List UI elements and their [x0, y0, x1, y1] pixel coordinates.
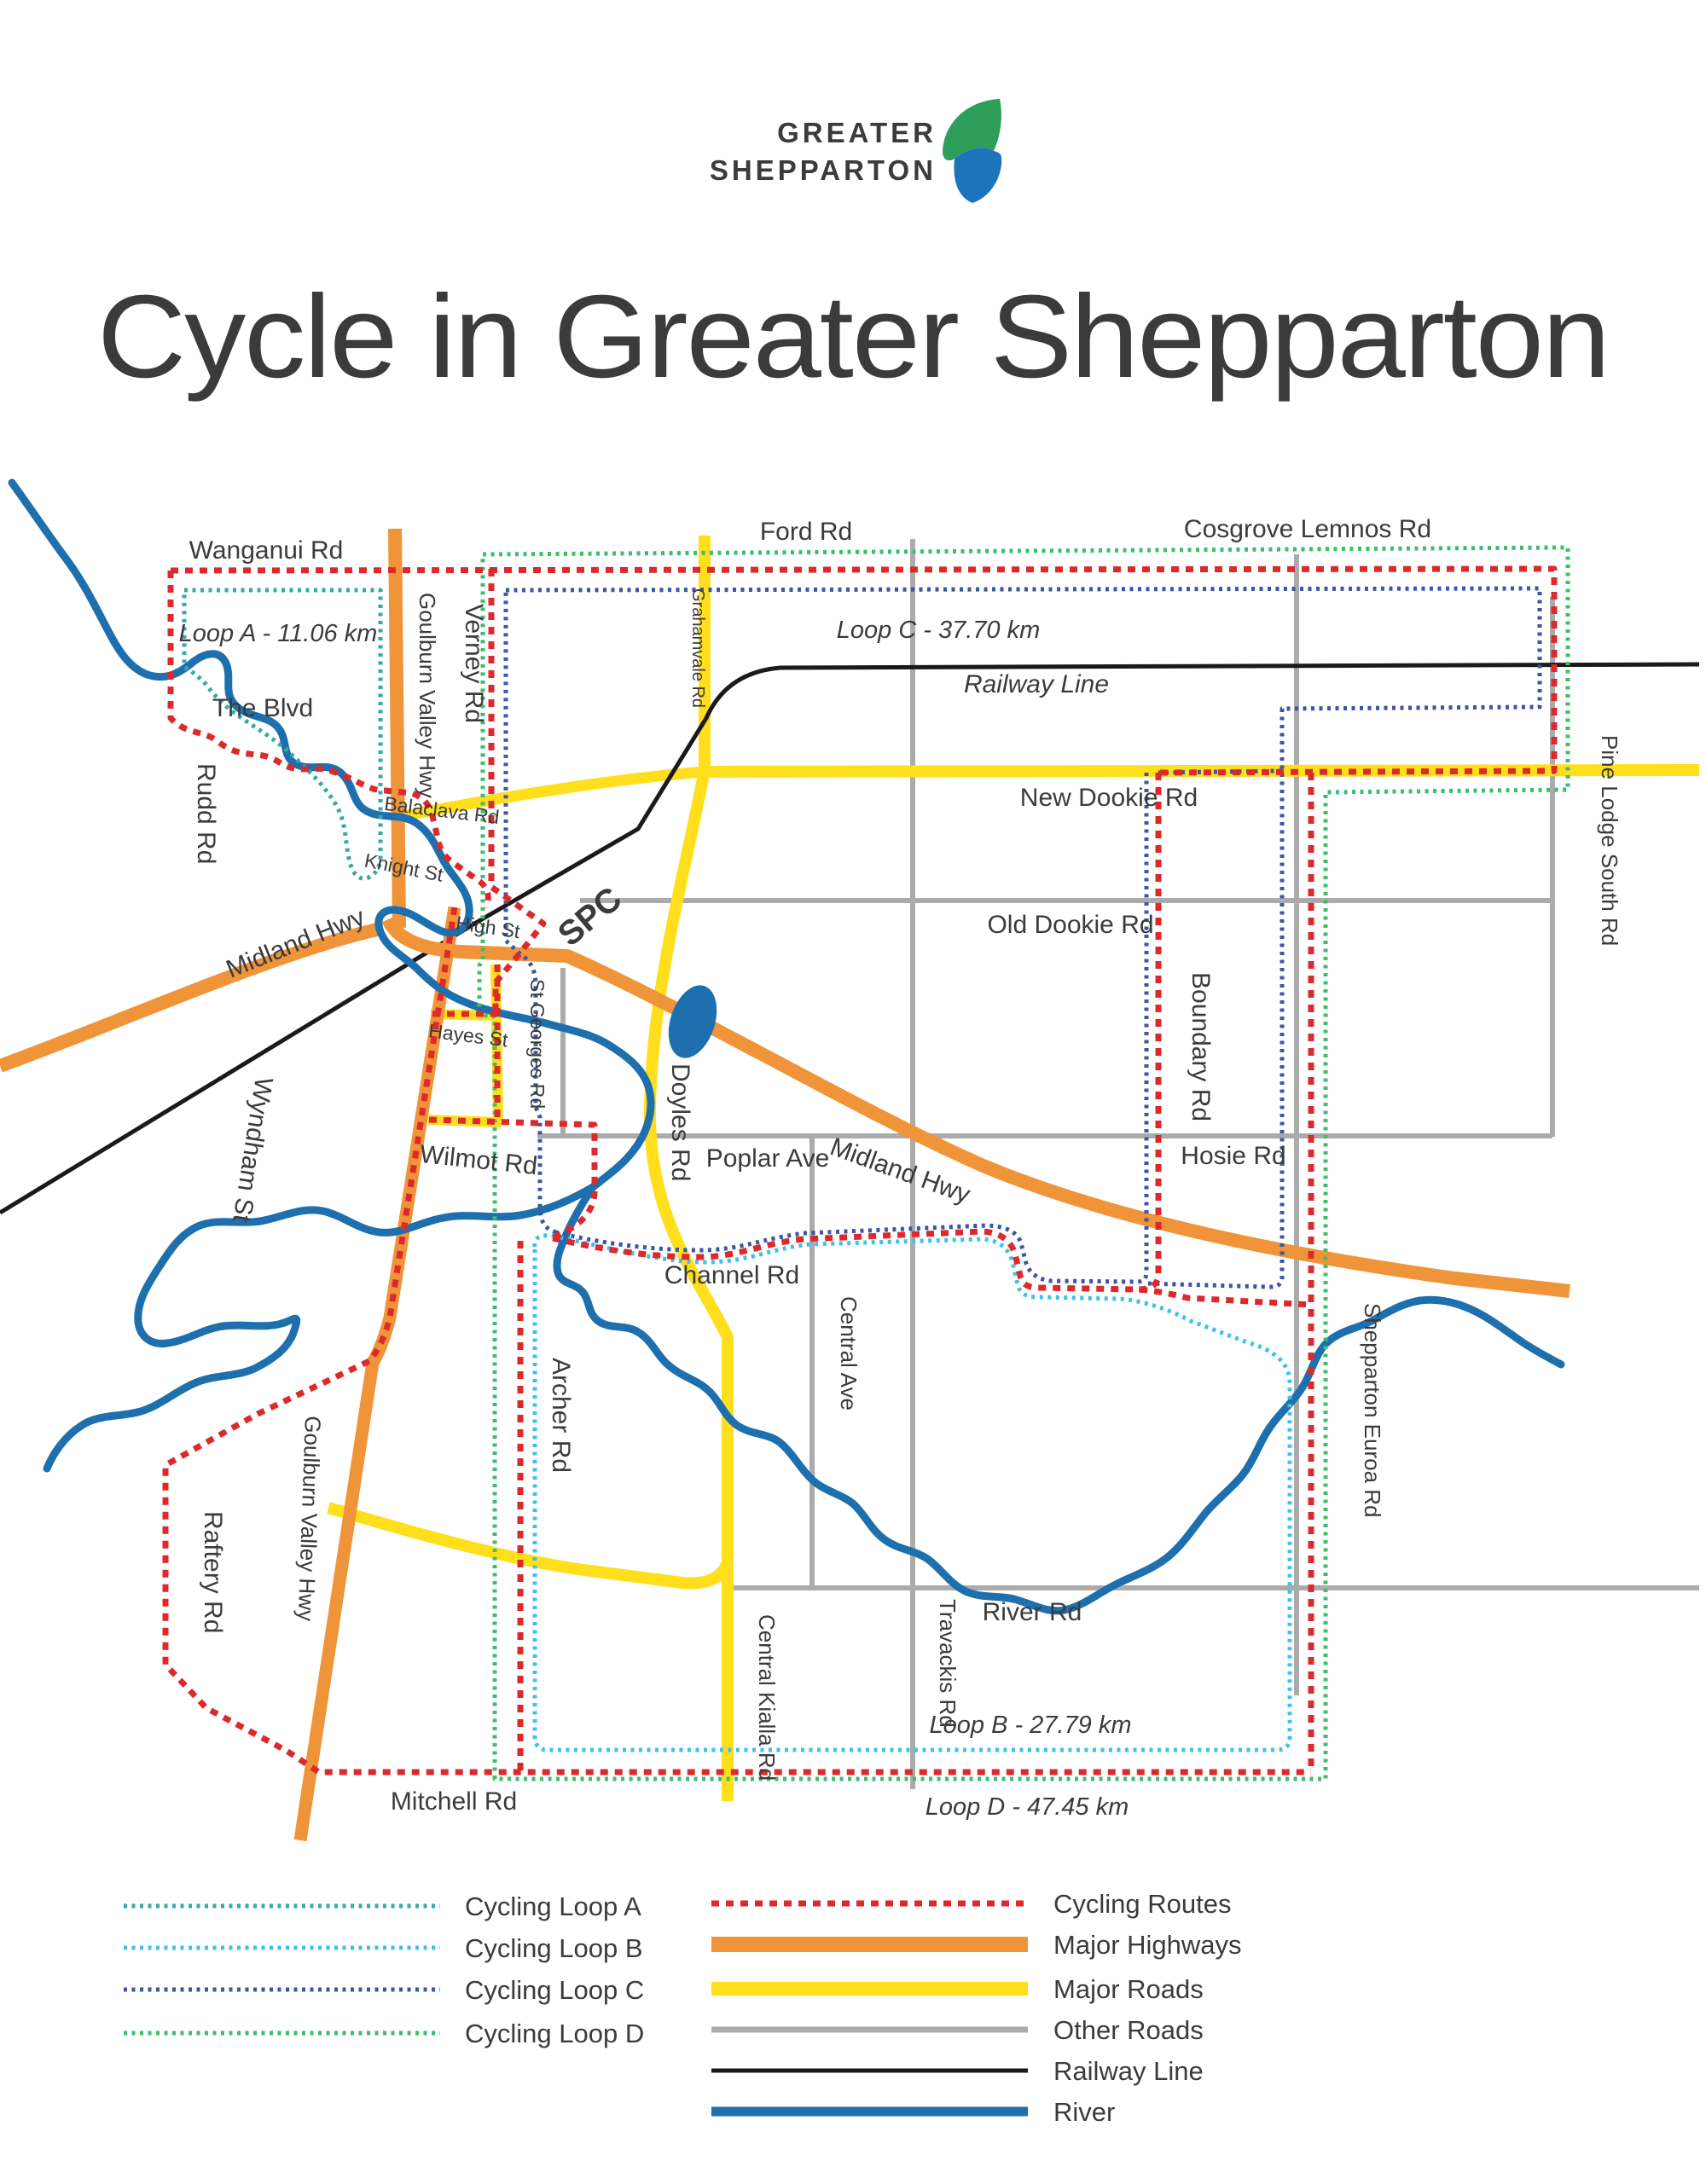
- label-wanganui-rd: Wanganui Rd: [189, 536, 344, 565]
- legend-label-loop-a: Cycling Loop A: [465, 1891, 641, 1921]
- label-boundary-rd: Boundary Rd: [1187, 972, 1215, 1122]
- label-mitchell-rd: Mitchell Rd: [390, 1787, 518, 1816]
- label-doyles-rd: Doyles Rd: [666, 1063, 694, 1182]
- label-midland-hwy-west: Midland Hwy: [222, 902, 369, 984]
- route-loop-d: [479, 547, 1568, 1779]
- river-broken: [557, 1187, 1561, 1611]
- route-red-top-east: [171, 569, 1554, 773]
- label-central-ave: Central Ave: [836, 1296, 862, 1411]
- label-loop-d: Loop D - 47.45 km: [925, 1793, 1129, 1821]
- label-verney-rd: Verney Rd: [460, 604, 488, 724]
- label-high-st: High St: [454, 911, 522, 943]
- logo-text-top: GREATER: [777, 117, 937, 148]
- label-goulburn-valley-hwy-south: Goulburn Valley Hwy: [293, 1415, 326, 1622]
- label-channel-rd: Channel Rd: [664, 1261, 800, 1289]
- legend-label-major-highways: Major Highways: [1053, 1930, 1242, 1960]
- road-labels: [189, 515, 1622, 1816]
- legend-label-loop-d: Cycling Loop D: [465, 2019, 645, 2048]
- label-new-dookie-rd: New Dookie Rd: [1019, 784, 1198, 812]
- label-poplar-ave: Poplar Ave: [705, 1144, 830, 1173]
- label-archer-rd: Archer Rd: [547, 1358, 575, 1474]
- hwy-wyndham-gv-south: [300, 907, 455, 1840]
- road-new-dookie: [704, 770, 1699, 772]
- logo-text-bottom: SHEPPARTON: [709, 154, 937, 186]
- legend: [124, 1889, 1242, 2127]
- label-spc: SPC: [550, 879, 630, 954]
- label-knight-st: Knight St: [363, 849, 445, 886]
- label-central-kialla-rd: Central Kialla Rd: [754, 1614, 780, 1781]
- label-loop-b: Loop B - 27.79 km: [929, 1712, 1132, 1739]
- label-pine-lodge-south-rd: Pine Lodge South Rd: [1597, 735, 1622, 947]
- label-grahamvale-rd: Grahamvale Rd: [688, 588, 707, 709]
- label-shepparton-euroa-rd: Shepparton Euroa Rd: [1360, 1303, 1385, 1518]
- hwy-midland-west: [0, 930, 377, 1066]
- legend-label-cycling-routes: Cycling Routes: [1053, 1889, 1232, 1919]
- label-midland-hwy-east: Midland Hwy: [826, 1133, 974, 1209]
- label-loop-c: Loop C - 37.70 km: [836, 617, 1041, 644]
- lake-victoria-park: [660, 979, 726, 1064]
- legend-label-railway: Railway Line: [1053, 2056, 1204, 2086]
- label-wilmot-rd: Wilmot Rd: [418, 1139, 539, 1181]
- legend-label-river: River: [1053, 2097, 1116, 2127]
- route-loop-c-boundary: [556, 773, 1146, 1282]
- legend-label-major-roads: Major Roads: [1053, 1974, 1204, 2004]
- label-hosie-rd: Hosie Rd: [1181, 1142, 1286, 1170]
- road-kialla-west-branch: [328, 1508, 728, 1584]
- label-balaclava-rd: Balaclava Rd: [383, 791, 501, 829]
- legend-label-other-roads: Other Roads: [1053, 2015, 1204, 2045]
- label-cosgrove-lemnos-rd: Cosgrove Lemnos Rd: [1183, 515, 1432, 543]
- label-st-georges-rd: St Georges Rd: [526, 979, 548, 1109]
- label-old-dookie-rd: Old Dookie Rd: [987, 911, 1154, 939]
- label-raftery-rd: Raftery Rd: [199, 1511, 227, 1634]
- legend-label-loop-c: Cycling Loop C: [465, 1975, 645, 2005]
- label-river-rd: River Rd: [982, 1598, 1082, 1626]
- label-loop-a: Loop A - 11.06 km: [178, 620, 378, 647]
- label-goulburn-valley-hwy-north: Goulburn Valley Hwy: [415, 593, 440, 798]
- label-travackis-rd: Travackis Rd: [935, 1599, 960, 1728]
- page-title: Cycle in Greater Shepparton: [97, 271, 1610, 403]
- logo: [710, 99, 1001, 203]
- logo-swirl-blue-icon: [954, 148, 1001, 203]
- label-the-blvd: The Blvd: [212, 694, 314, 722]
- label-railway-line: Railway Line: [963, 670, 1110, 698]
- label-wyndham-st: Wyndham St: [227, 1075, 278, 1225]
- label-rudd-rd: Rudd Rd: [192, 763, 220, 865]
- label-hayes-st: Hayes St: [427, 1019, 509, 1051]
- legend-label-loop-b: Cycling Loop B: [465, 1933, 643, 1963]
- label-ford-rd: Ford Rd: [759, 518, 853, 546]
- rivers: [12, 483, 1561, 1611]
